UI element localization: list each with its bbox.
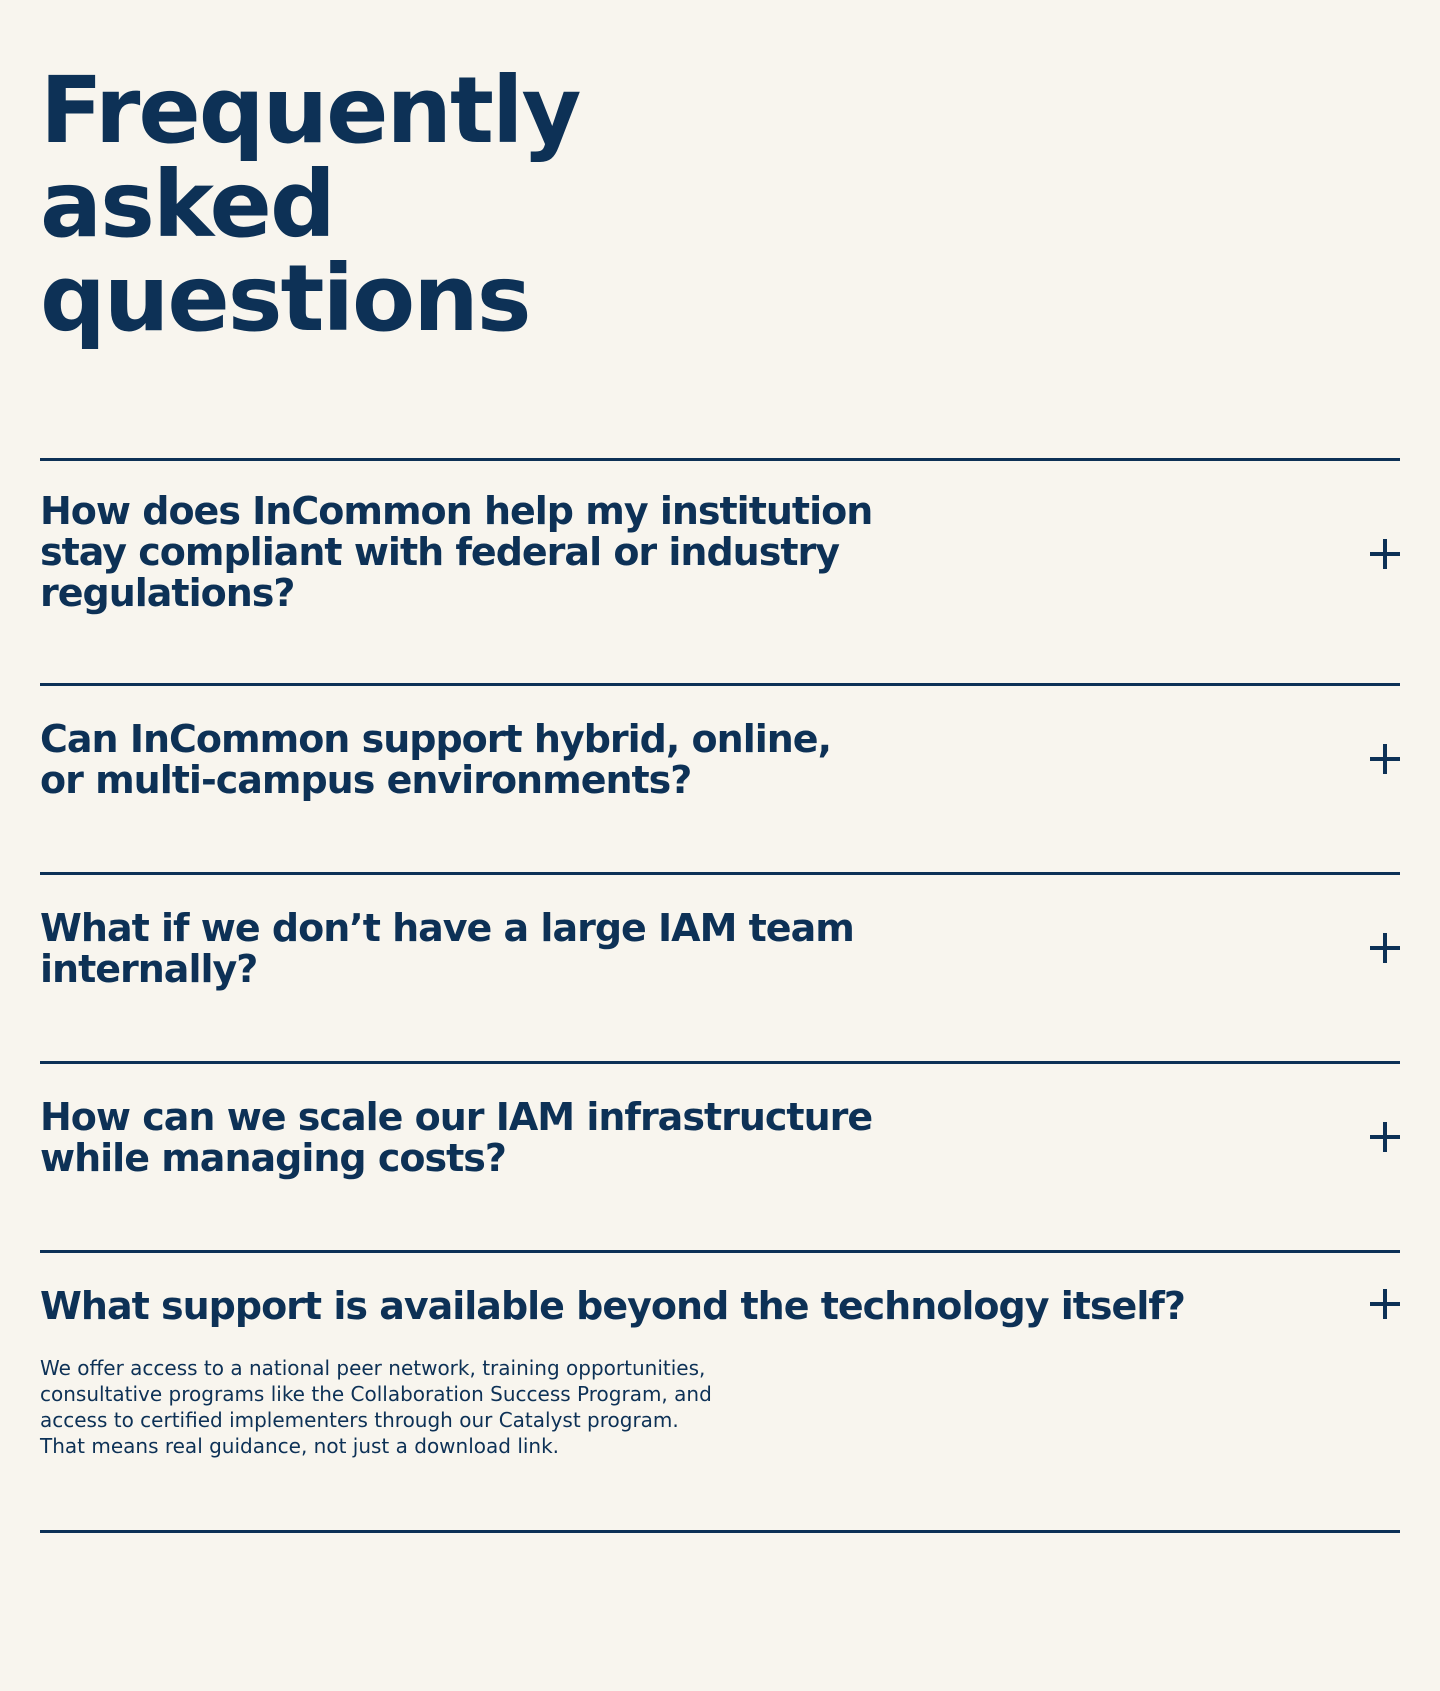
faq-item-hybrid [40, 683, 1400, 872]
faq-item-compliance [40, 458, 1400, 683]
faq-answer: We offer access to a national peer network, training opportunities, consultative programs like the Collaboration Success Program, and access to certified implementers through our Catalyst program. That means real guidance, not just a download link. [40, 1356, 712, 1458]
page-title-line: Frequently [40, 57, 580, 164]
plus-icon[interactable] [1370, 539, 1400, 569]
faq-bottom-divider [40, 1530, 1400, 1533]
faq-question-text: How does InCommon help my institution stay compliant with federal or industry regulations? [40, 489, 873, 615]
plus-icon[interactable] [1370, 744, 1400, 774]
faq-question-button-support[interactable] [40, 1253, 1400, 1327]
plus-icon[interactable] [1370, 1289, 1400, 1319]
faq-question-button-scale[interactable] [40, 1064, 1400, 1179]
faq-question-text: What support is available beyond the technology itself? [40, 1284, 1185, 1328]
page-title [40, 57, 740, 352]
plus-icon[interactable] [1370, 1122, 1400, 1152]
faq-list [40, 458, 1400, 1533]
page-title-line: questions [40, 245, 530, 352]
faq-item-scale [40, 1061, 1400, 1250]
faq-question-text: What if we don’t have a large IAM team internally? [40, 906, 854, 991]
faq-item-support [40, 1250, 1400, 1530]
faq-item-iam-team [40, 872, 1400, 1061]
plus-icon[interactable] [1370, 933, 1400, 963]
faq-question-text: How can we scale our IAM infrastructure while managing costs? [40, 1095, 873, 1180]
page-title-line: asked [40, 151, 334, 258]
faq-question-button-hybrid[interactable] [40, 686, 1400, 801]
faq-question-button-iam-team[interactable] [40, 875, 1400, 990]
faq-question-button-compliance[interactable] [40, 461, 1400, 614]
faq-question-text: Can InCommon support hybrid, online, or multi-campus environments? [40, 717, 832, 802]
